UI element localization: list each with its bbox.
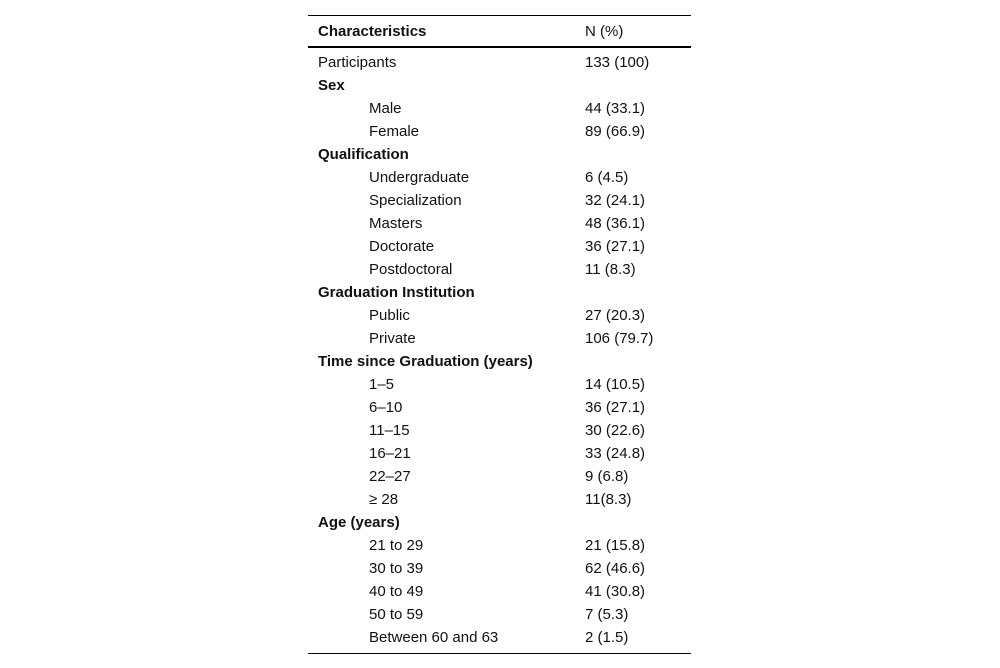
group-row-qualification: [308, 143, 691, 166]
row-label: 11–15: [369, 422, 410, 439]
group-row-sex: [308, 74, 691, 97]
table-row: [308, 419, 691, 442]
header-row: [308, 16, 691, 48]
row-label: Specialization: [369, 192, 462, 209]
group-title: Graduation Institution: [318, 284, 475, 301]
row-label: Public: [369, 307, 410, 324]
row-value: 21 (15.8): [585, 537, 646, 554]
group-row-graduation-institution: [308, 281, 691, 304]
row-value: 33 (24.8): [585, 445, 646, 462]
group-title: Sex: [318, 77, 345, 94]
row-value: 6 (4.5): [585, 169, 629, 186]
table-row: [308, 396, 691, 419]
table-row: [308, 580, 691, 603]
table-row: [308, 258, 691, 281]
row-value: 36 (27.1): [585, 238, 646, 255]
table-row: [308, 189, 691, 212]
row-label: Postdoctoral: [369, 261, 453, 278]
row-label: 6–10: [369, 399, 403, 416]
row-label: 21 to 29: [369, 537, 424, 554]
table-row: [308, 488, 691, 511]
row-label: Undergraduate: [369, 169, 470, 186]
row-label: Participants: [318, 54, 397, 71]
row-label: 40 to 49: [369, 583, 424, 600]
table-header: [308, 16, 691, 48]
row-value: 14 (10.5): [585, 376, 646, 393]
row-value: 44 (33.1): [585, 100, 646, 117]
table-row: [308, 557, 691, 580]
row-label: 22–27: [369, 468, 411, 485]
characteristics-table-container: [308, 15, 691, 654]
characteristics-table: [308, 15, 691, 654]
row-label: ≥ 28: [369, 491, 399, 508]
row-value: 133 (100): [585, 54, 650, 71]
row-value: 106 (79.7): [585, 330, 654, 347]
table-row: [308, 465, 691, 488]
table-row: [308, 534, 691, 557]
row-label: Male: [369, 100, 402, 117]
row-value: 7 (5.3): [585, 606, 629, 623]
row-label: Female: [369, 123, 420, 140]
row-label: 30 to 39: [369, 560, 424, 577]
header-characteristics: Characteristics: [318, 22, 427, 40]
row-value: 2 (1.5): [585, 629, 629, 646]
group-title: Age (years): [318, 514, 400, 531]
row-value: 48 (36.1): [585, 215, 646, 232]
table-row: [308, 304, 691, 327]
table-body: [308, 47, 691, 654]
table-row: [308, 166, 691, 189]
table-row: [308, 442, 691, 465]
row-value: 30 (22.6): [585, 422, 646, 439]
row-value: 62 (46.6): [585, 560, 646, 577]
row-label: 16–21: [369, 445, 411, 462]
row-value: 27 (20.3): [585, 307, 646, 324]
table-row: [308, 212, 691, 235]
group-title: Qualification: [318, 146, 409, 163]
row-label: Masters: [369, 215, 423, 232]
table-row: [308, 120, 691, 143]
group-row-time-since-graduation: [308, 350, 691, 373]
header-n-percent: N (%): [585, 22, 624, 40]
table-row: [308, 235, 691, 258]
table-row: [308, 373, 691, 396]
row-value: 41 (30.8): [585, 583, 646, 600]
row-value: 36 (27.1): [585, 399, 646, 416]
row-label: 50 to 59: [369, 606, 424, 623]
row-label: 1–5: [369, 376, 395, 393]
row-label: Between 60 and 63: [369, 629, 499, 646]
group-row-age: [308, 511, 691, 534]
table-row: [308, 603, 691, 626]
row-label: Doctorate: [369, 238, 435, 255]
row-label: Private: [369, 330, 416, 347]
row-value: 11(8.3): [585, 491, 632, 508]
row-value: 32 (24.1): [585, 192, 646, 209]
row-value: 89 (66.9): [585, 123, 646, 140]
row-value: 9 (6.8): [585, 468, 629, 485]
table-row: [308, 327, 691, 350]
row-value: 11 (8.3): [585, 261, 636, 278]
group-title: Time since Graduation (years): [318, 353, 533, 370]
table-row-participants: [308, 47, 691, 74]
table-row: [308, 97, 691, 120]
table-row: [308, 626, 691, 654]
